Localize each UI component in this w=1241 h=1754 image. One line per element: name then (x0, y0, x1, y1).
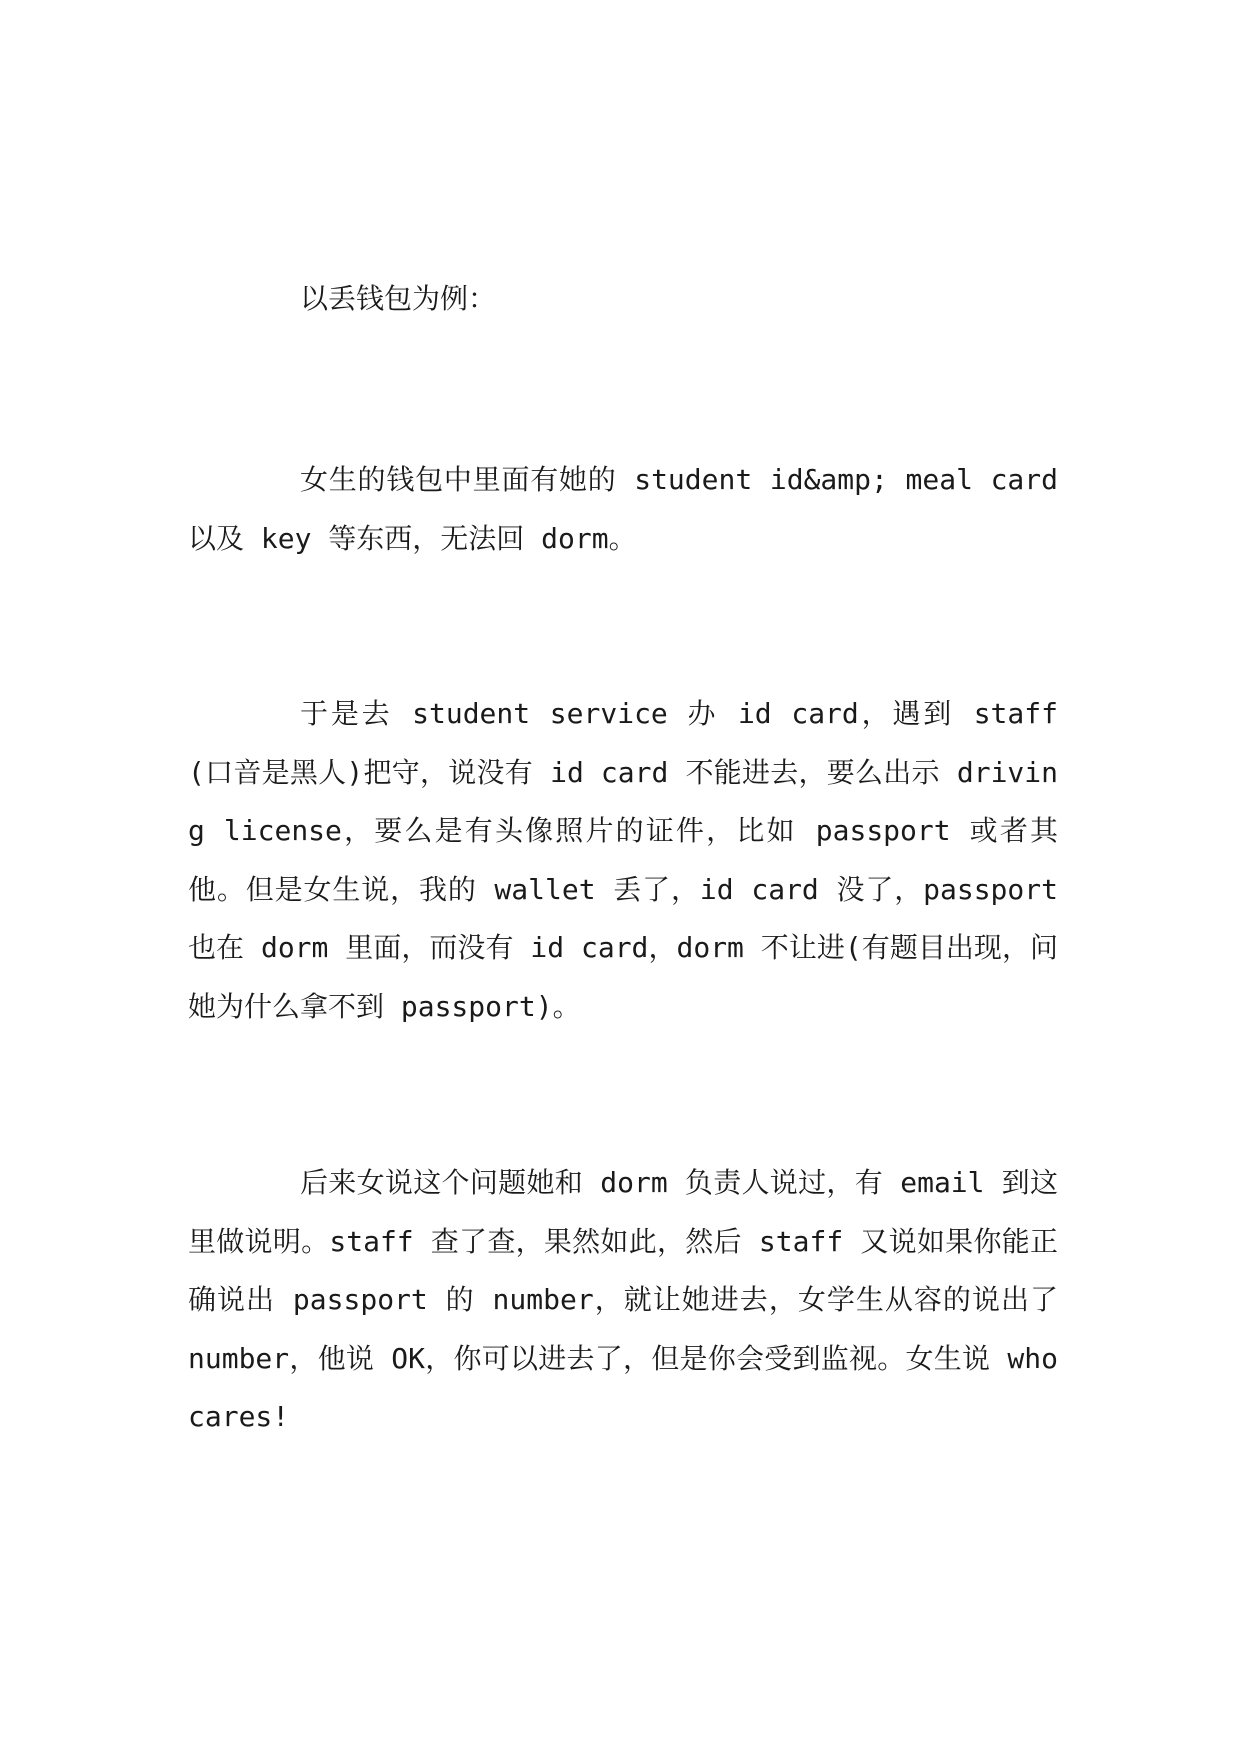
paragraph-wallet-contents: 女生的钱包中里面有她的 student id&amp; meal card 以及 key 等东西，无法回 dorm。 (188, 463, 1058, 555)
paragraph-resolution: 后来女说这个问题她和 dorm 负责人说过，有 email 到这里做说明。staff 查了查，果然如此，然后 staff 又说如果你能正确说出 passport 的 number，就让她进去，女学生从容的说出了 number，他说 OK，你可以进去了，但是你会受到监视。女生说 who cares! (188, 1166, 1058, 1433)
paragraph-intro: 以丢钱包为例： (300, 282, 497, 315)
paragraph-student-service: 于是去 student service 办 id card，遇到 staff(口音是黑人)把守，说没有 id card 不能进去，要么出示 driving license，要么是有头像照片的证件，比如 passport 或者其他。但是女生说，我的 wallet 丢了，id card 没了，passport 也在 dorm 里面，而没有 id card，dorm 不让进(有题目出现，问她为什么拿不到 passport)。 (188, 697, 1058, 1023)
